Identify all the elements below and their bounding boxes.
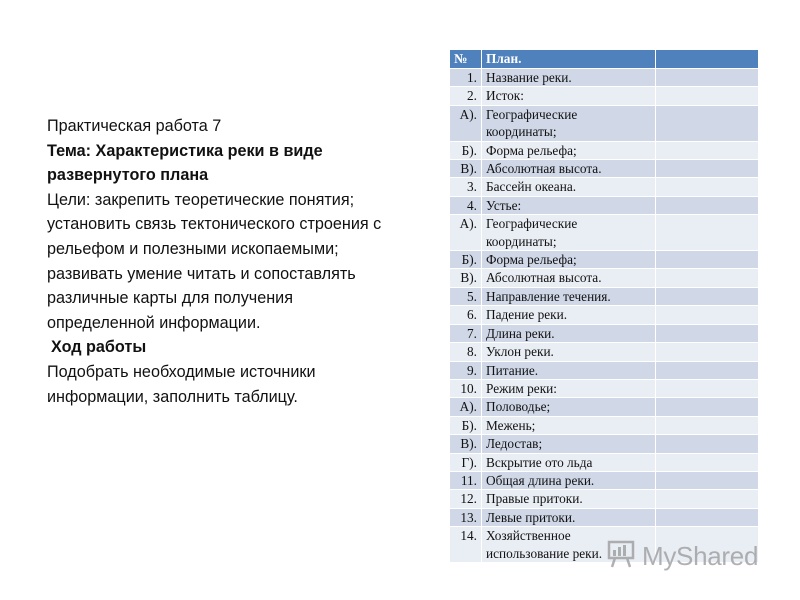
row-text: Правые притоки. <box>482 490 656 508</box>
row-blank <box>656 343 759 361</box>
task-line: информации, заполнить таблицу. <box>47 387 298 406</box>
myshared-watermark <box>606 538 758 574</box>
row-text: Географические координаты; <box>482 215 656 251</box>
river-plan-table <box>449 49 759 563</box>
topic-line: развернутого плана <box>47 166 209 185</box>
row-text: Бассейн океана. <box>482 178 656 196</box>
goals-line: определенной информации. <box>47 313 261 332</box>
row-number: 13. <box>450 508 482 526</box>
row-blank <box>656 453 759 471</box>
row-number: Б). <box>450 416 482 434</box>
table-row <box>450 69 759 87</box>
row-number: 2. <box>450 87 482 105</box>
row-number: А). <box>450 215 482 251</box>
row-text: Питание. <box>482 361 656 379</box>
row-text: Режим реки: <box>482 379 656 397</box>
table-row <box>450 196 759 214</box>
row-blank <box>656 435 759 453</box>
row-text: Половодье; <box>482 398 656 416</box>
row-number: В). <box>450 435 482 453</box>
row-blank <box>656 471 759 489</box>
table-row <box>450 178 759 196</box>
table-row <box>450 435 759 453</box>
row-number: 6. <box>450 306 482 324</box>
goals-line: Цели: закрепить теоретические понятия; <box>47 190 355 209</box>
row-number: 3. <box>450 178 482 196</box>
table-row <box>450 508 759 526</box>
row-blank <box>656 269 759 287</box>
row-blank <box>656 160 759 178</box>
row-text: Общая длина реки. <box>482 471 656 489</box>
row-number: 12. <box>450 490 482 508</box>
row-blank <box>656 398 759 416</box>
row-text: Вскрытие ото льда <box>482 453 656 471</box>
row-blank <box>656 251 759 269</box>
row-text: Левые притоки. <box>482 508 656 526</box>
row-number: 4. <box>450 196 482 214</box>
goals-line: различные карты для получения <box>47 289 293 308</box>
table-row <box>450 105 759 141</box>
topic-line: Тема: Характеристика реки в виде <box>47 141 323 160</box>
table-row <box>450 269 759 287</box>
table-row <box>450 251 759 269</box>
row-blank <box>656 196 759 214</box>
table-row <box>450 361 759 379</box>
table-row <box>450 490 759 508</box>
row-number: 14. <box>450 527 482 563</box>
table-row <box>450 471 759 489</box>
goals-line: рельефом и полезными ископаемыми; <box>47 239 339 258</box>
goals-line: развивать умение читать и сопоставлять <box>47 264 356 283</box>
presentation-board-icon <box>606 539 638 574</box>
row-blank <box>656 508 759 526</box>
work-title: Практическая работа 7 <box>47 117 222 135</box>
row-number: 1. <box>450 69 482 87</box>
row-text: Межень; <box>482 416 656 434</box>
table-row <box>450 160 759 178</box>
row-text: Уклон реки. <box>482 343 656 361</box>
row-number: Б). <box>450 141 482 159</box>
row-text: Хозяйственное использование реки. <box>482 527 656 563</box>
row-text: Название реки. <box>482 69 656 87</box>
workflow-heading: Ход работы <box>51 338 147 357</box>
row-number: В). <box>450 160 482 178</box>
row-text: Направление течения. <box>482 287 656 305</box>
row-text: Форма рельефа; <box>482 141 656 159</box>
row-blank <box>656 379 759 397</box>
assignment-text <box>47 114 432 409</box>
goals-line: установить связь тектонического строения с <box>47 215 382 234</box>
watermark-text: MyShared <box>642 540 759 571</box>
row-blank <box>656 287 759 305</box>
row-text: Географические координаты; <box>482 105 656 141</box>
table-row <box>450 141 759 159</box>
row-text: Ледостав; <box>482 435 656 453</box>
row-number: А). <box>450 398 482 416</box>
row-number: Г). <box>450 453 482 471</box>
row-number: 8. <box>450 343 482 361</box>
table-row <box>450 324 759 342</box>
table-header-row <box>450 50 759 69</box>
header-empty <box>656 50 759 69</box>
row-text: Абсолютная высота. <box>482 269 656 287</box>
row-number: Б). <box>450 251 482 269</box>
header-number: № <box>450 50 482 69</box>
row-text: Форма рельефа; <box>482 251 656 269</box>
row-blank <box>656 490 759 508</box>
row-blank <box>656 361 759 379</box>
row-text: Исток: <box>482 87 656 105</box>
row-number: 7. <box>450 324 482 342</box>
row-blank <box>656 87 759 105</box>
table-row <box>450 453 759 471</box>
row-text: Длина реки. <box>482 324 656 342</box>
row-number: 10. <box>450 379 482 397</box>
table-row <box>450 215 759 251</box>
table-row <box>450 416 759 434</box>
row-blank <box>656 141 759 159</box>
row-text: Абсолютная высота. <box>482 160 656 178</box>
row-number: 11. <box>450 471 482 489</box>
header-plan: План. <box>482 50 656 69</box>
task-line: Подобрать необходимые источники <box>47 362 316 381</box>
table-row <box>450 287 759 305</box>
row-text: Падение реки. <box>482 306 656 324</box>
row-number: 9. <box>450 361 482 379</box>
table-row <box>450 343 759 361</box>
row-blank <box>656 324 759 342</box>
row-blank <box>656 178 759 196</box>
row-blank <box>656 306 759 324</box>
row-blank <box>656 69 759 87</box>
row-blank <box>656 215 759 251</box>
table-row <box>450 87 759 105</box>
row-blank <box>656 105 759 141</box>
row-blank <box>656 416 759 434</box>
row-number: В). <box>450 269 482 287</box>
table-row <box>450 379 759 397</box>
table-row <box>450 306 759 324</box>
row-number: А). <box>450 105 482 141</box>
row-number: 5. <box>450 287 482 305</box>
row-text: Устье: <box>482 196 656 214</box>
table-row <box>450 398 759 416</box>
